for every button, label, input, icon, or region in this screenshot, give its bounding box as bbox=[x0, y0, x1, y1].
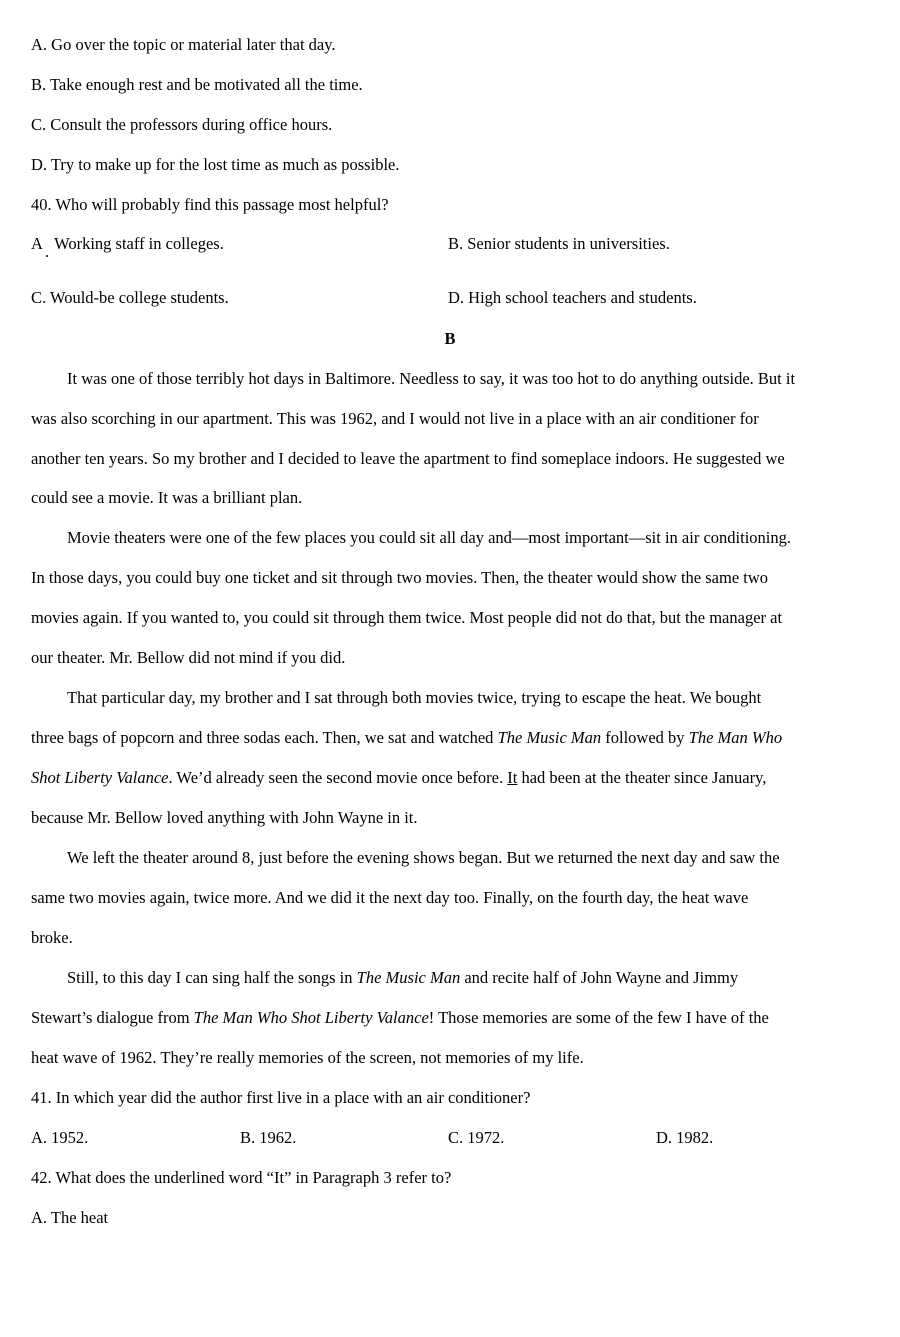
q40-option-b: B. Senior students in universities. bbox=[448, 234, 670, 253]
text-run: had been at the theater since January, bbox=[517, 768, 767, 787]
movie-title-music-man: The Music Man bbox=[356, 968, 461, 987]
q39-option-c: C. Consult the professors during office hours. bbox=[31, 115, 333, 134]
passage-p4-line3: broke. bbox=[31, 928, 73, 947]
passage-p5-line2 bbox=[31, 1008, 769, 1028]
passage-p4-line1: We left the theater around 8, just before the evening shows began. But we returned the next day and saw the bbox=[67, 848, 780, 867]
q42-question: 42. What does the underlined word “It” in Paragraph 3 refer to? bbox=[31, 1168, 452, 1187]
q40-option-c: C. Would-be college students. bbox=[31, 288, 229, 307]
underlined-word-it: It bbox=[507, 768, 518, 787]
passage-p3-line4: because Mr. Bellow loved anything with John Wayne in it. bbox=[31, 808, 418, 827]
q41-option-a: A. 1952. bbox=[31, 1128, 89, 1147]
q39-option-d: D. Try to make up for the lost time as much as possible. bbox=[31, 155, 400, 174]
q41-question: 41. In which year did the author first live in a place with an air conditioner? bbox=[31, 1088, 531, 1107]
passage-p5-line1 bbox=[67, 968, 738, 988]
passage-p3-line3 bbox=[31, 768, 766, 788]
passage-p1-line3: another ten years. So my brother and I decided to leave the apartment to find someplace indoors. He suggested we bbox=[31, 449, 785, 468]
movie-title-liberty-valance: The Man Who Shot Liberty Valance bbox=[193, 1008, 429, 1027]
text-run: . We’d already seen the second movie once before. bbox=[168, 768, 508, 787]
passage-p4-line2: same two movies again, twice more. And we did it the next day too. Finally, on the fourth day, the heat wave bbox=[31, 888, 749, 907]
q40-option-d: D. High school teachers and students. bbox=[448, 288, 697, 307]
movie-title-part: Shot Liberty Valance bbox=[31, 768, 169, 787]
movie-title-music-man: The Music Man bbox=[497, 728, 602, 747]
passage-p1-line2: was also scorching in our apartment. This was 1962, and I would not live in a place with an air conditioner for bbox=[31, 409, 759, 428]
passage-p2-line3: movies again. If you wanted to, you could sit through them twice. Most people did not do that, but the manager at bbox=[31, 608, 783, 627]
q40-question: 40. Who will probably find this passage most helpful? bbox=[31, 195, 389, 214]
passage-p1-line1: It was one of those terribly hot days in Baltimore. Needless to say, it was too hot to do anything outside. But it bbox=[67, 369, 796, 388]
text-run: ! Those memories are some of the few I have of the bbox=[428, 1008, 769, 1027]
passage-p2-line4: our theater. Mr. Bellow did not mind if you did. bbox=[31, 648, 346, 667]
passage-p2-line2: In those days, you could buy one ticket and sit through two movies. Then, the theater would show the same two bbox=[31, 568, 769, 587]
text-run: Stewart’s dialogue from bbox=[31, 1008, 194, 1027]
passage-p1-line4: could see a movie. It was a brilliant plan. bbox=[31, 488, 303, 507]
text-run: three bags of popcorn and three sodas each. Then, we sat and watched bbox=[31, 728, 498, 747]
q39-option-a: A. Go over the topic or material later that day. bbox=[31, 35, 336, 54]
text-run: followed by bbox=[601, 728, 689, 747]
passage-p5-line3: heat wave of 1962. They’re really memories of the screen, not memories of my life. bbox=[31, 1048, 584, 1067]
q41-option-d: D. 1982. bbox=[656, 1128, 714, 1147]
q39-option-b: B. Take enough rest and be motivated all the time. bbox=[31, 75, 363, 94]
text-run: Still, to this day I can sing half the songs in bbox=[67, 968, 357, 987]
movie-title-part: The Man Who bbox=[688, 728, 783, 747]
passage-p2-line1: Movie theaters were one of the few places you could sit all day and—most important—sit in air conditioning. bbox=[67, 528, 791, 547]
q40-option-a: A Working staff in colleges. bbox=[31, 234, 224, 253]
section-heading: B bbox=[444, 329, 456, 348]
passage-p3-line2 bbox=[31, 728, 782, 748]
q41-option-b: B. 1962. bbox=[240, 1128, 297, 1147]
text-run: and recite half of John Wayne and Jimmy bbox=[460, 968, 739, 987]
q41-option-c: C. 1972. bbox=[448, 1128, 505, 1147]
q42-option-a: A. The heat bbox=[31, 1208, 109, 1227]
stray-dot-mark bbox=[46, 255, 48, 257]
passage-p3-line1: That particular day, my brother and I sat through both movies twice, trying to escape the heat. We bought bbox=[67, 688, 762, 707]
